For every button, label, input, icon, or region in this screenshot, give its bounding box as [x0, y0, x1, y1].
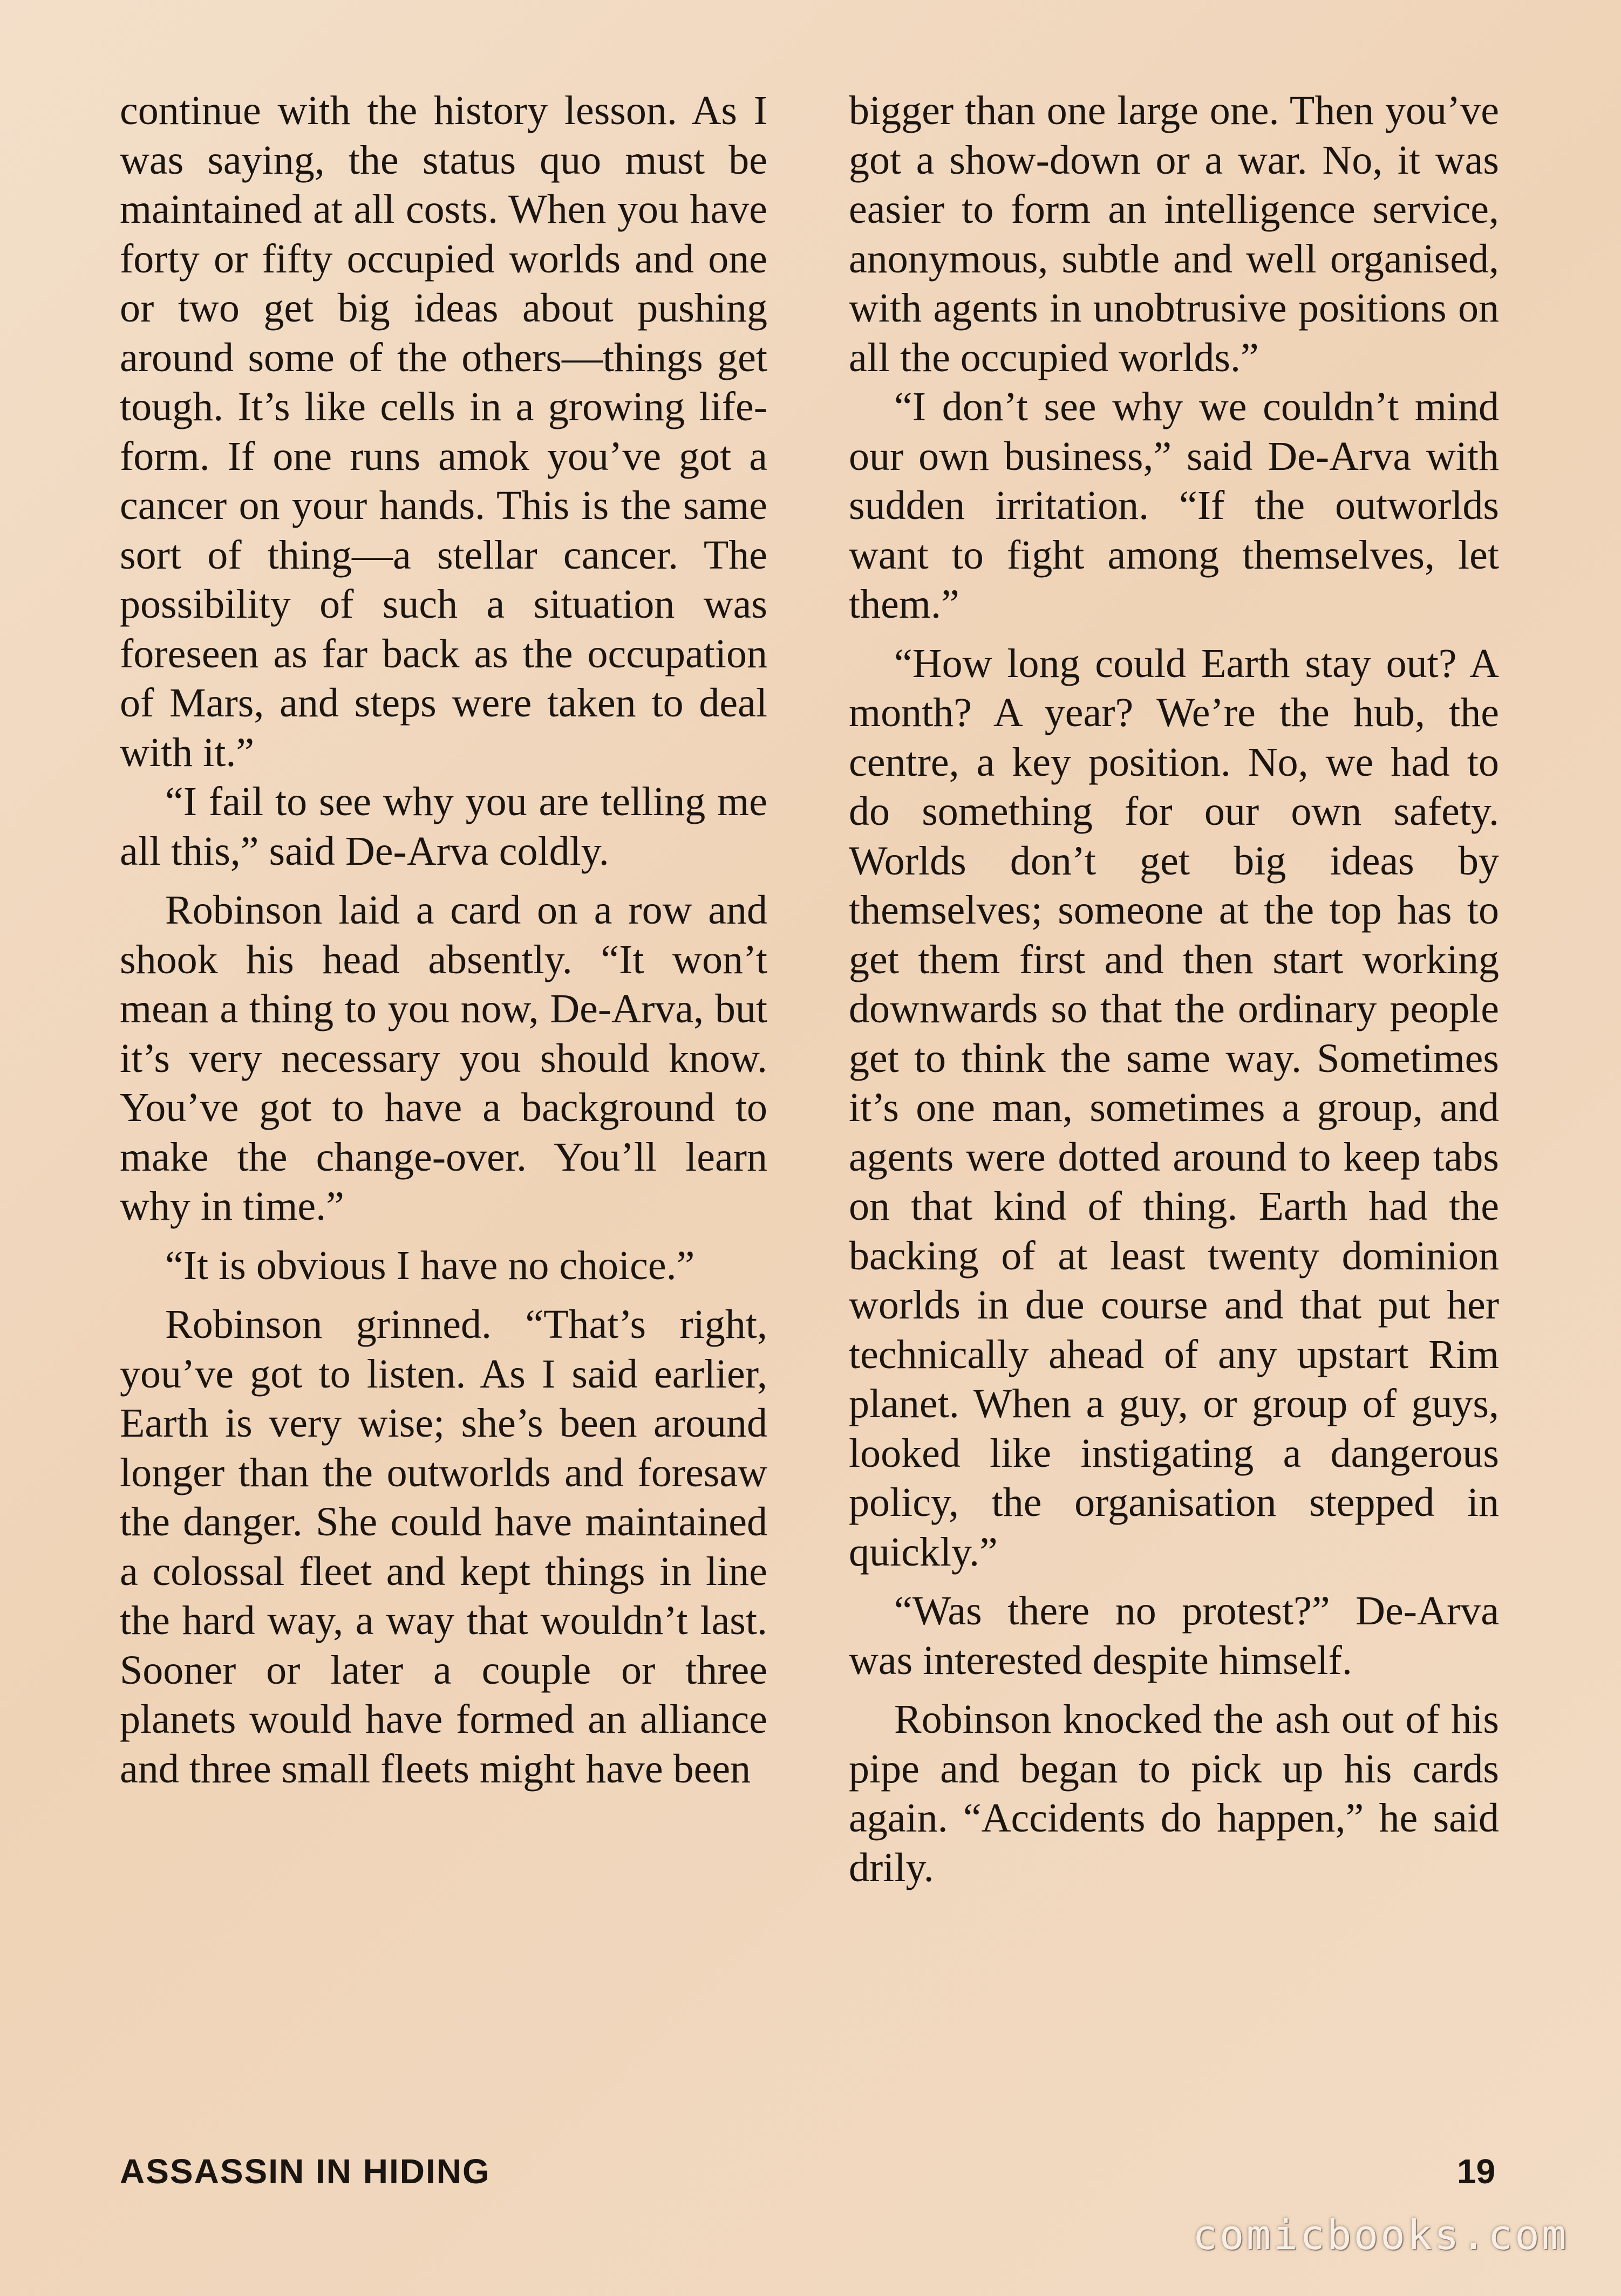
- paragraph: “It is obvious I have no choice.”: [165, 1242, 695, 1288]
- left-text-column: [120, 86, 767, 1794]
- paragraph: “How long could Earth stay out? A month? A year? We’re the hub, the centre, a key position. No, we had to do something for our own safety. Worlds don’t get big ideas by themselves; someone at the top has to get them first and then start working downwards so that the ordinary people get to think the same way. Sometimes it’s one man, sometimes a group, and agents were dotted around to keep tabs on that kind of thing. Earth had the backing of at least twenty dominion worlds in due course and that put her technically ahead of any upstart Rim planet. When a guy, or group of guys, looked like instigating a dangerous policy, the organisation stepped in quickly.”: [849, 640, 1499, 1575]
- paragraph: continue with the history lesson. As I was saying, the status quo must be maintained at all costs. When you have forty or fifty occupied worlds and one or two get big ideas about pushing around some of the others—things get tough. It’s like cells in a growing life-form. If one runs amok you’ve got a cancer on your hands. This is the same sort of thing—a stellar cancer. The possibility of such a situation was foreseen as far back as the occupation of Mars, and steps were taken to deal with it.”: [120, 88, 767, 775]
- running-footer-title: ASSASSIN IN HIDING: [120, 2152, 491, 2191]
- paragraph: Robinson grinned. “That’s right, you’ve got to listen. As I said earlier, Earth is very wise; she’s been around longer than the outworlds and foresaw the danger. She could have maintained a colossal fleet and kept things in line the hard way, a way that wouldn’t last. Sooner or later a couple or three planets would have formed an alliance and three small fleets might have been: [120, 1302, 767, 1792]
- paragraph: Robinson knocked the ash out of his pipe and began to pick up his cards again. “Accidents do happen,” he said drily.: [849, 1697, 1499, 1890]
- paragraph: “I fail to see why you are telling me all this,” said De-Arva coldly.: [120, 779, 767, 874]
- page-number: 19: [1457, 2152, 1496, 2191]
- paragraph: bigger than one large one. Then you’ve got a show-down or a war. No, it was easier to form an intelligence service, anonymous, subtle and well organised, with agents in unobtrusive positions on all the occupied worlds.”: [849, 88, 1499, 380]
- paragraph: “Was there no protest?” De-Arva was interested despite himself.: [849, 1588, 1499, 1683]
- paragraph: Robinson laid a card on a row and shook his head absently. “It won’t mean a thing to you now, De-Arva, but it’s very necessary you should know. You’ve got to have a background to make the change-over. You’ll learn why in time.”: [120, 887, 767, 1229]
- watermark: comicbooks.com: [1193, 2211, 1569, 2259]
- right-text-column: [849, 86, 1499, 1892]
- paragraph: “I don’t see why we couldn’t mind our own business,” said De-Arva with sudden irritation. “If the outworlds want to fight among themselves, let them.”: [849, 384, 1499, 627]
